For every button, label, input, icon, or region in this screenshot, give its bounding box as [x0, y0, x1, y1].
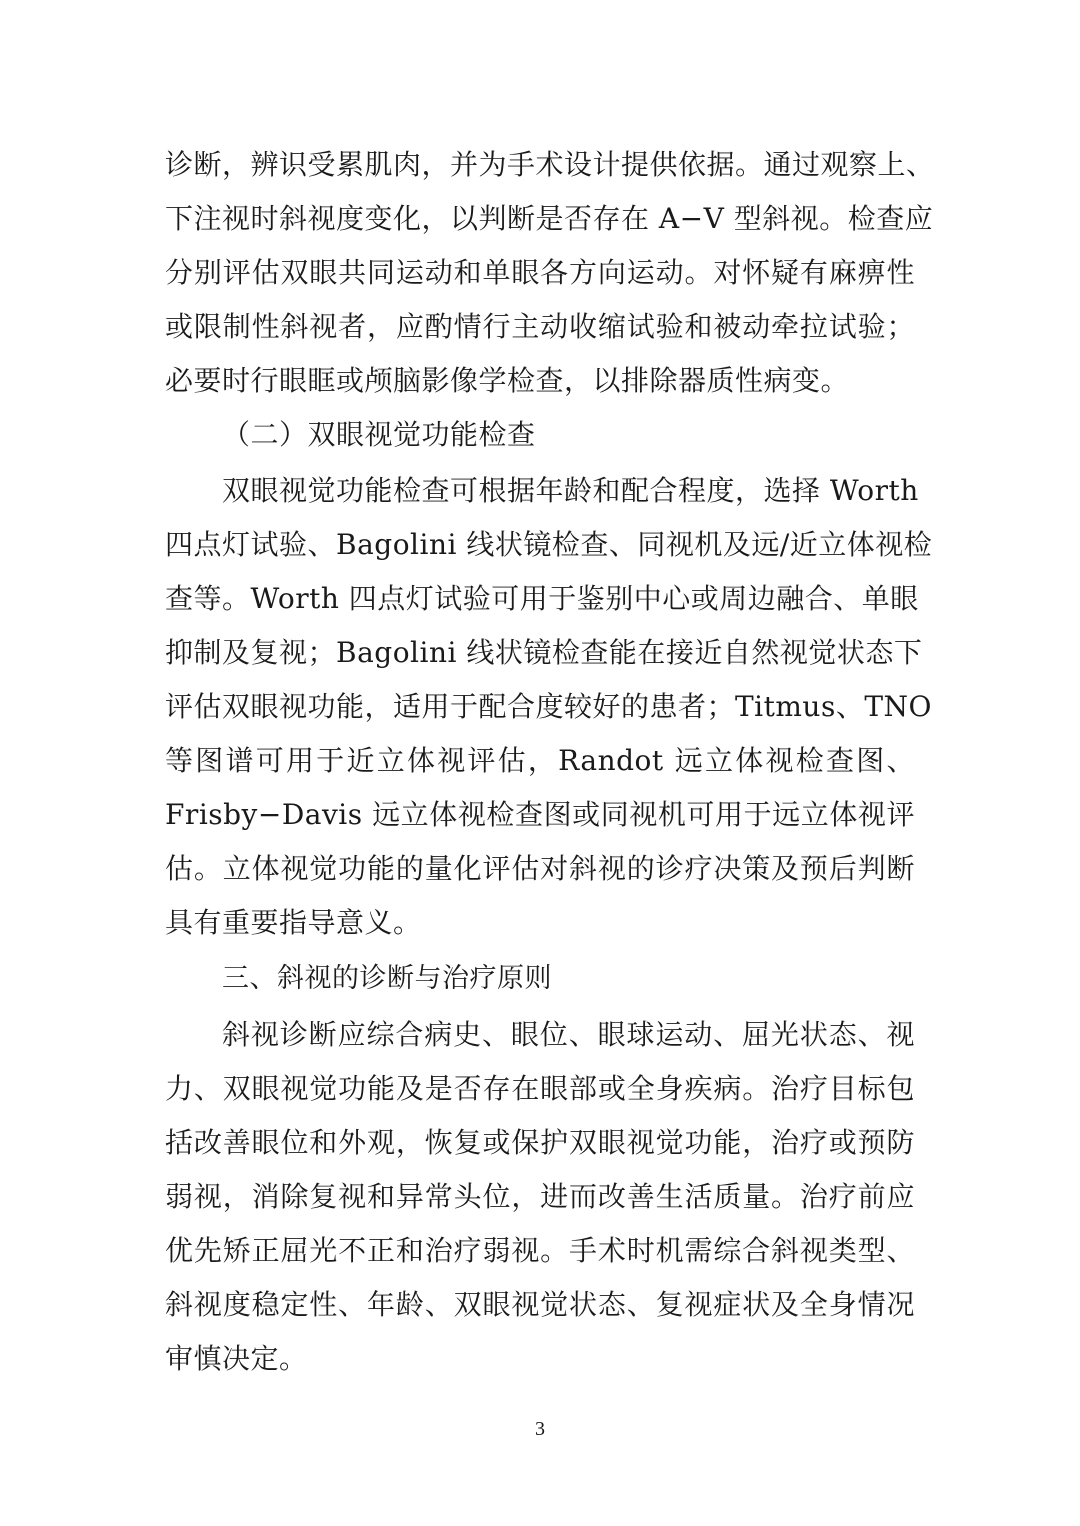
paragraph-3-line-3: 括改善眼位和外观，恢复或保护双眼视觉功能，治疗或预防 [165, 1126, 915, 1159]
paragraph-2-line-3: 查等。Worth 四点灯试验可用于鉴别中心或周边融合、单眼 [165, 582, 919, 615]
paragraph-1-line-2: 下注视时斜视度变化，以判断是否存在 A−V 型斜视。检查应 [165, 202, 934, 235]
page-number: 3 [535, 1418, 545, 1440]
paragraph-2-line-2: 四点灯试验、Bagolini 线状镜检查、同视机及远/近立体视检 [165, 528, 933, 561]
paragraph-3-line-1: 斜视诊断应综合病史、眼位、眼球运动、屈光状态、视 [222, 1018, 915, 1051]
paragraph-3-line-4: 弱视，消除复视和异常头位，进而改善生活质量。治疗前应 [165, 1180, 915, 1213]
section-heading-diagnosis-treatment: 三、斜视的诊断与治疗原则 [222, 963, 552, 994]
paragraph-2-line-8: 估。立体视觉功能的量化评估对斜视的诊疗决策及预后判断 [165, 852, 915, 885]
paragraph-2-line-6: 等图谱可用于近立体视评估，Randot 远立体视检查图、 [165, 744, 915, 777]
paragraph-3-line-5: 优先矫正屈光不正和治疗弱视。手术时机需综合斜视类型、 [165, 1234, 915, 1267]
paragraph-2-line-7: Frisby−Davis 远立体视检查图或同视机可用于远立体视评 [165, 798, 915, 831]
paragraph-1-line-4: 或限制性斜视者，应酌情行主动收缩试验和被动牵拉试验； [165, 310, 915, 343]
paragraph-2-line-1: 双眼视觉功能检查可根据年龄和配合程度，选择 Worth [222, 474, 919, 507]
paragraph-1-line-3: 分别评估双眼共同运动和单眼各方向运动。对怀疑有麻痹性 [165, 256, 915, 289]
paragraph-3-line-7: 审慎决定。 [165, 1342, 308, 1375]
paragraph-3-line-6: 斜视度稳定性、年龄、双眼视觉状态、复视症状及全身情况 [165, 1288, 915, 1321]
paragraph-2-line-5: 评估双眼视功能，适用于配合度较好的患者；Titmus、TNO [165, 690, 932, 723]
paragraph-1-line-1: 诊断，辨识受累肌肉，并为手术设计提供依据。通过观察上、 [165, 148, 935, 181]
paragraph-1-line-5: 必要时行眼眶或颅脑影像学检查，以排除器质性病变。 [165, 364, 850, 397]
paragraph-2-line-4: 抑制及复视；Bagolini 线状镜检查能在接近自然视觉状态下 [165, 636, 923, 669]
subheading-binocular-vision: （二）双眼视觉功能检查 [222, 418, 536, 451]
paragraph-3-line-2: 力、双眼视觉功能及是否存在眼部或全身疾病。治疗目标包 [165, 1072, 915, 1105]
paragraph-2-line-9: 具有重要指导意义。 [165, 906, 422, 939]
